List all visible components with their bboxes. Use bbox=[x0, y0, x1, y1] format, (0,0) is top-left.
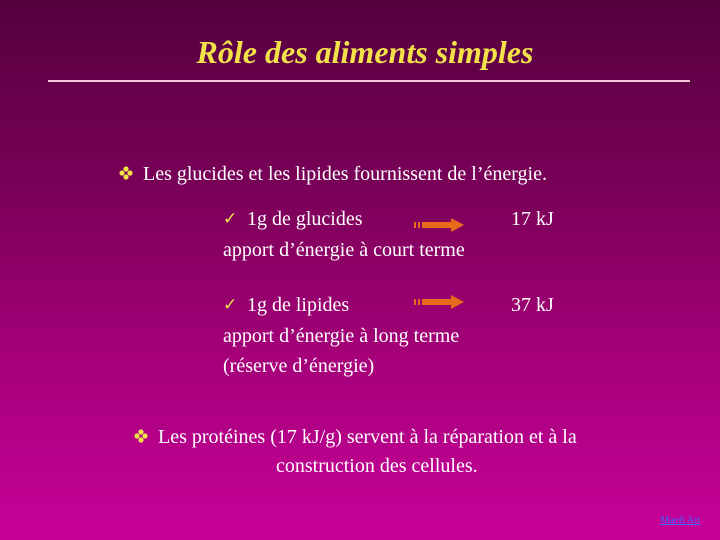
item-lipides-note-line1: apport d’énergie à long terme bbox=[223, 325, 460, 347]
arrow-right-icon bbox=[414, 218, 464, 232]
slide-title: Rôle des aliments simples bbox=[196, 34, 534, 70]
item-glucides-value: 17 kJ bbox=[511, 208, 554, 230]
check-icon: ✓ bbox=[223, 295, 238, 315]
diamond-bullet-icon bbox=[119, 166, 133, 180]
item-glucides-label: 1g de glucides bbox=[247, 208, 363, 230]
section-proteines-line1: Les protéines (17 kJ/g) servent à la réparation et à la bbox=[158, 426, 577, 448]
title-divider bbox=[48, 80, 690, 82]
item-glucides-note: apport d’énergie à court terme bbox=[223, 239, 465, 261]
diamond-bullet-icon bbox=[134, 429, 148, 443]
section-proteines-line2: construction des cellules. bbox=[276, 455, 478, 477]
arrow-right-icon bbox=[414, 295, 464, 309]
section-glucides-lipides: Les glucides et les lipides fournissent de l’énergie. bbox=[143, 163, 547, 185]
item-lipides-note-line2: (réserve d’énergie) bbox=[223, 355, 375, 377]
check-icon: ✓ bbox=[223, 209, 238, 229]
footer-link[interactable]: Mardi Art bbox=[660, 515, 700, 526]
item-lipides-label: 1g de lipides bbox=[247, 294, 350, 316]
item-lipides-value: 37 kJ bbox=[511, 294, 554, 316]
